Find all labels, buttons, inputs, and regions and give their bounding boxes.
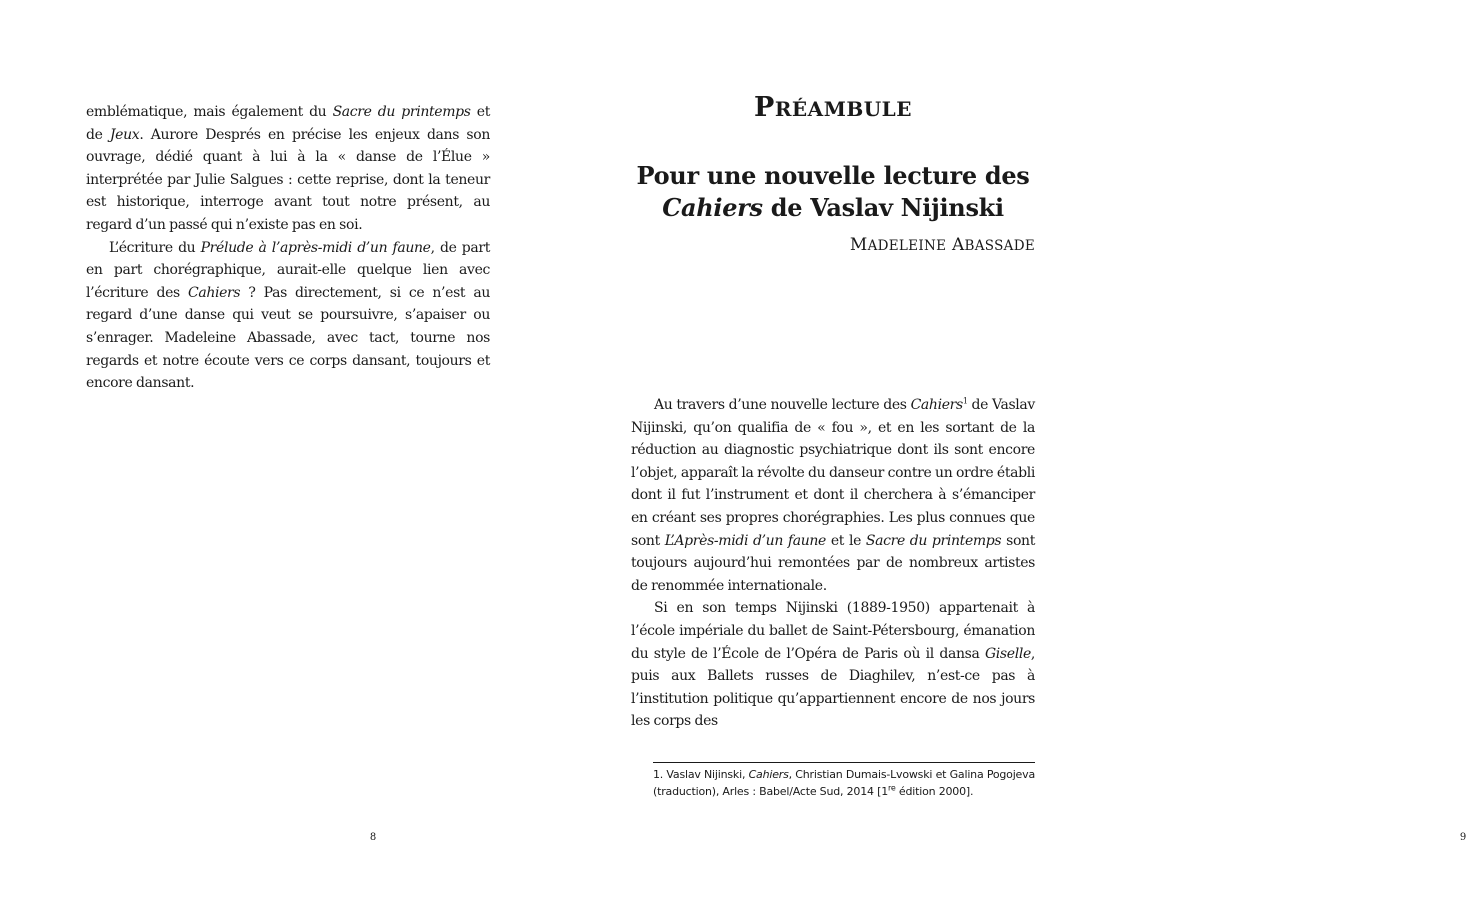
text-run: emblématique, mais également du (86, 104, 333, 120)
text-run: L’écriture du (109, 239, 201, 256)
italic-text: Giselle (984, 645, 1031, 662)
italic-text: Sacre du printemps (332, 104, 471, 120)
footnote (653, 766, 1035, 800)
text-run: , de part en part chorégraphique, aurait-elle quelque lien avec l’écriture des (86, 239, 490, 301)
text-run: de Vaslav Nijinski, qu’on qualifia de « fou », et en les sortant de la réduction au diagnostic psychiatrique dont ils sont encore l’objet, apparaît la révolte du danseur contre un ordre établi dont il fut l’instrument et dont il cherchera à s’émanciper en créant ses propres chorégraphies. Les plus connues que sont (631, 397, 1035, 549)
smallcaps-text: PRÉAMBULE (754, 92, 912, 123)
paragraph (631, 597, 1035, 733)
text-run: Si en son temps Nijinski (1889-1950) appartenait à l’école impériale du ballet de Saint-Pétersbourg, émanation du style de l’École de l’Opéra de Paris où il dansa (631, 600, 1035, 662)
page-number-right: 9 (1459, 832, 1467, 843)
italic-text: Cahiers (187, 284, 241, 301)
text-run: édition 2000]. (895, 785, 974, 798)
left-body-text (86, 101, 490, 395)
smallcaps-text: MADELEINE ABASSADE (849, 235, 1035, 255)
text-run: 1. Vaslav Nijinski, (653, 768, 749, 781)
italic-text: Jeux (109, 126, 140, 143)
author-name (850, 235, 1035, 255)
right-page (631, 0, 1467, 904)
article-title-line1: Pour une nouvelle lecture des (636, 161, 1030, 190)
italic-text: Sacre du printemps (865, 532, 1002, 549)
paragraph (86, 101, 490, 237)
footnote-rule (653, 762, 1035, 763)
section-title (631, 92, 1035, 123)
text-run: sont toujours aujourd’hui remontées par de nombreux artistes de renommée internationale. (631, 532, 1035, 594)
left-page (86, 0, 490, 904)
superscript: re (888, 783, 896, 793)
italic-text: Cahiers (748, 768, 789, 781)
article-title-italic: Cahiers (662, 193, 763, 222)
article-title (631, 160, 1035, 224)
text-run: , Christian Dumais-Lvowski et Galina Pogojeva (traduction), Arles : Babel/Acte Sud, 2014 [1 (653, 768, 1035, 798)
text-run: Au travers d’une nouvelle lecture des (654, 397, 911, 413)
italic-text: Prélude à l’après-midi d’un faune (200, 239, 431, 256)
text-run: et de (86, 104, 491, 143)
text-run: . Aurore Després en précise les enjeux dans son ouvrage, dédié quant à lui à la « danse de l’Élue » interprétée par Julie Salgues : cette reprise, dont la teneur est historique, interroge avant tout notre présent, au regard d’un passé qui n’existe pas en soi. (86, 126, 490, 233)
article-title-line2: de Vaslav Nijinski (762, 193, 1004, 222)
right-body-text (631, 394, 1035, 733)
italic-text: L’Après-midi d’un faune (664, 532, 826, 549)
text-run: , puis aux Ballets russes de Diaghilev, n’est-ce pas à l’institution politique qu’appartiennent encore de nos jours les corps des (631, 645, 1035, 730)
page-number-left: 8 (369, 832, 377, 843)
superscript: 1 (962, 396, 968, 406)
text-run: et le (825, 532, 866, 549)
paragraph (86, 237, 490, 395)
text-run: ? Pas directement, si ce n’est au regard d’une danse qui veut se poursuivre, s’apaiser ou s’enrager. Madeleine Abassade, avec tact, tourne nos regards et notre écoute vers ce corps dansant, toujours et encore dansant. (86, 284, 490, 392)
italic-text: Cahiers (910, 397, 963, 413)
paragraph (631, 394, 1035, 597)
